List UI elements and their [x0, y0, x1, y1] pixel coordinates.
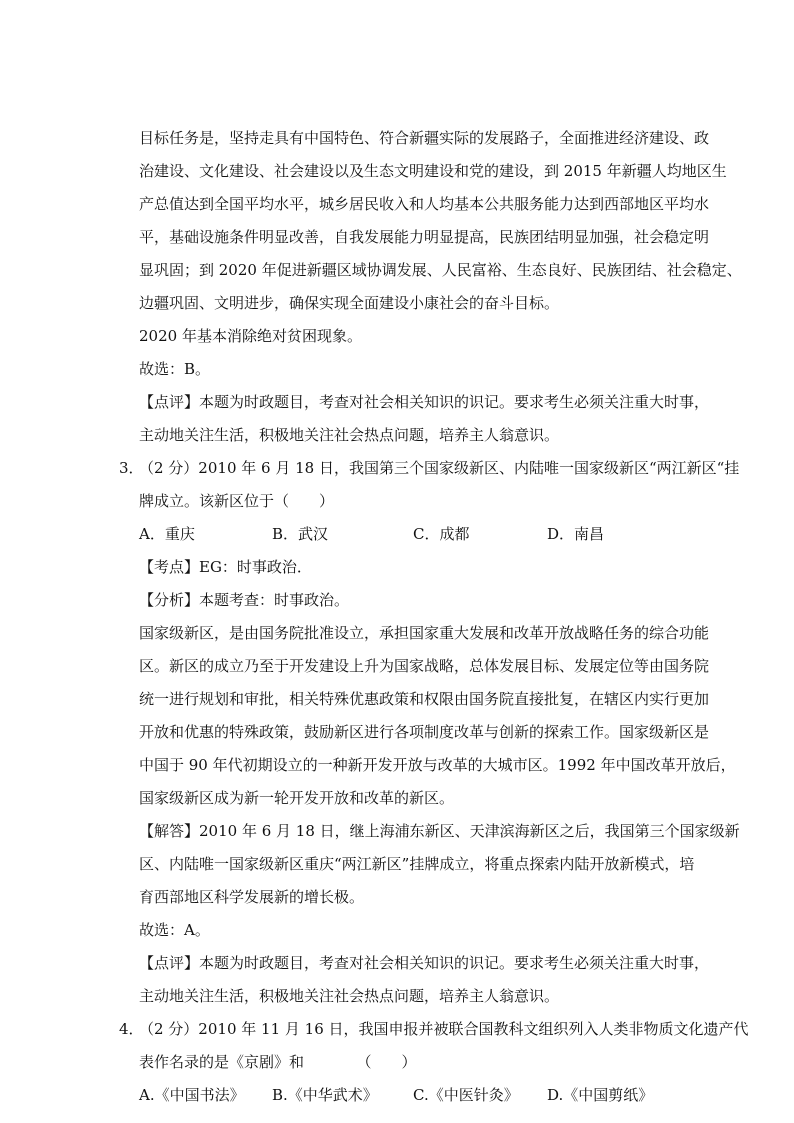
- text-line: 2020 年基本消除绝对贫困现象。: [139, 327, 362, 345]
- text-line: 产总值达到全国平均水平，城乡居民收入和人均基本公共服务能力达到西部地区平均水: [139, 195, 710, 213]
- option-b: B.《中华武术》: [272, 1086, 378, 1104]
- question-stem: 表作名录的是《京剧》和 （ ）: [139, 1053, 417, 1071]
- text-line: 统一进行规划和审批，相关特殊优惠政策和权限由国务院直接批复，在辖区内实行更加: [139, 690, 710, 708]
- option-c: C．成都: [413, 525, 470, 543]
- text-line: 主动地关注生活，积极地关注社会热点问题，培养主人翁意识。: [139, 426, 560, 444]
- text-line: 故选：B。: [139, 360, 211, 378]
- comment-line: 【点评】本题为时政题目，考查对社会相关知识的识记。要求考生必须关注重大时事，: [139, 954, 710, 972]
- question-stem: （2 分）2010 年 6 月 18 日，我国第三个国家级新区、内陆唯一国家级新区“两江新区“挂: [139, 459, 740, 477]
- text-line: 育西部地区科学发展新的增长极。: [139, 888, 365, 906]
- analysis-line: 【分析】本题考查：时事政治。: [139, 591, 350, 609]
- text-line: 治建设、文化建设、社会建设以及生态文明建设和党的建设，到 2015 年新疆人均地区生: [139, 162, 727, 180]
- text-line: 国家级新区，是由国务院批准设立，承担国家重大发展和改革开放战略任务的综合功能: [139, 624, 710, 642]
- text-line: 故选：A。: [139, 921, 210, 939]
- question-number: 3．: [119, 459, 144, 477]
- text-line: 中国于 90 年代初期设立的一种新开发开放与改革的大城市区。1992 年中国改革开放后，: [139, 756, 736, 774]
- option-b: B．武汉: [272, 525, 329, 543]
- topic-line: 【考点】EG：时事政治．: [139, 558, 312, 576]
- text-line: 区、内陆唯一国家级新区重庆“两江新区”挂牌成立，将重点探索内陆开放新模式，培: [139, 855, 695, 873]
- question-number: 4．: [119, 1020, 144, 1038]
- text-line: 平，基础设施条件明显改善，自我发展能力明显提高，民族团结明显加强，社会稳定明: [139, 228, 710, 246]
- option-d: D．南昌: [547, 525, 605, 543]
- question-stem: （2 分）2010 年 11 月 16 日，我国申报并被联合国教科文组织列入人类非物质文化遗产代: [139, 1020, 749, 1038]
- option-d: D.《中国剪纸》: [547, 1086, 654, 1104]
- text-line: 显巩固；到 2020 年促进新疆区域协调发展、人民富裕、生态良好、民族团结、社会稳定、: [139, 261, 742, 279]
- option-c: C.《中医针灸》: [413, 1086, 519, 1104]
- option-a: A．重庆: [139, 525, 195, 543]
- comment-line: 【点评】本题为时政题目，考查对社会相关知识的识记。要求考生必须关注重大时事，: [139, 393, 710, 411]
- text-line: 区。新区的成立乃至于开发建设上升为国家战略，总体发展目标、发展定位等由国务院: [139, 657, 710, 675]
- text-line: 目标任务是，坚持走具有中国特色、符合新疆实际的发展路子，全面推进经济建设、政: [139, 129, 710, 147]
- text-line: 主动地关注生活，积极地关注社会热点问题，培养主人翁意识。: [139, 987, 560, 1005]
- text-line: 国家级新区成为新一轮开发开放和改革的新区。: [139, 789, 455, 807]
- answer-line: 【解答】2010 年 6 月 18 日，继上海浦东新区、天津滨海新区之后，我国第三个国家级新: [139, 822, 740, 840]
- text-line: 开放和优惠的特殊政策，鼓励新区进行各项制度改革与创新的探索工作。国家级新区是: [139, 723, 710, 741]
- question-stem: 牌成立。该新区位于（ ）: [139, 492, 335, 510]
- text-line: 边疆巩固、文明进步，确保实现全面建设小康社会的奋斗目标。: [139, 294, 560, 312]
- option-a: A.《中国书法》: [139, 1086, 245, 1104]
